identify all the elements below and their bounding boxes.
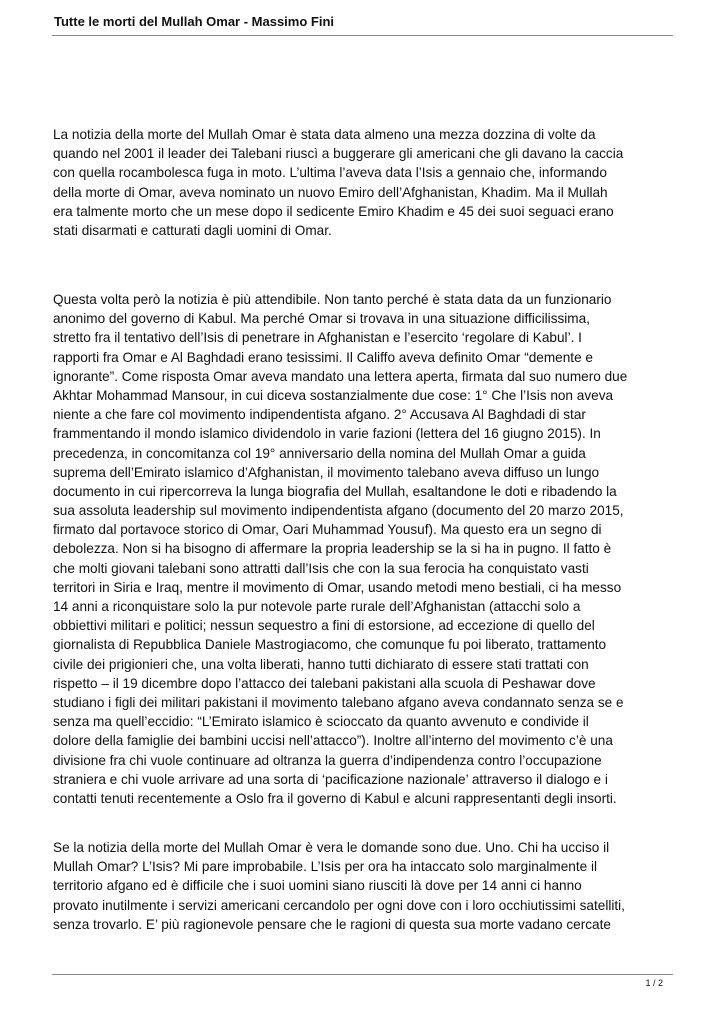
text-line: con quella rocambolesca fuga in moto. L’ultima l’aveva data l’Isis a gennaio che, informando (53, 165, 607, 181)
text-line: studiano i figli dei militari pakistani il movimento talebano afgano aveva condannato senza se e (53, 694, 624, 710)
text-line: documento in cui ripercorreva la lunga biografia del Mullah, esaltandone le doti e ribadendo la (53, 483, 617, 499)
text-line: 14 anni a riconquistare solo la pur notevole parte rurale dell’Afghanistan (attacchi solo a (53, 599, 581, 614)
text-line: quando nel 2001 il leader dei Talebani riuscì a buggerare gli americani che gli davano la caccia (53, 146, 624, 162)
text-line: rispetto – il 19 dicembre dopo l’attacco dei talebani pakistani alla scuola di Peshawar dove (53, 675, 596, 691)
text-line: Akhtar Mohammad Mansour, in cui diceva sostanzialmente due cose: 1° Che l’Isis non aveva (53, 387, 614, 403)
text-line: rapporti fra Omar e Al Baghdadi erano tesissimi. Il Califfo aveva definito Omar “demente e (53, 349, 593, 365)
text-line: Se la notizia della morte del Mullah Omar è vera le domande sono due. Uno. Chi ha ucciso il (53, 840, 610, 855)
paragraph-1 (53, 125, 678, 240)
page-title: Tutte le morti del Mullah Omar - Massimo Fini (54, 14, 335, 29)
text-line: divisione fra chi vuole continuare ad oltranza la guerra d’indipendenza contro l’occupazione (53, 752, 602, 768)
text-line: obbiettivi militari e politici; nessun sequestro a fini di estorsione, ad eccezione di quello del (53, 618, 595, 634)
text-line: frammentando il mondo islamico dividendolo in varie fazioni (lettera del 16 giugno 2015). In (53, 426, 601, 442)
paragraph-2 (53, 290, 678, 808)
text-line: contatti tenuti recentemente a Oslo fra il governo di Kabul e alcuni rappresentanti degli insorti. (53, 790, 617, 806)
text-line: Mullah Omar? L’Isis? Mi pare improbabile. L’Isis per ora ha intaccato solo marginalmente il (53, 859, 598, 875)
text-line: firmato dal portavoce storico di Omar, Oari Muhammad Yousuf). Ma questo era un segno di (53, 522, 602, 538)
header-divider (52, 35, 673, 36)
paragraph-3 (53, 838, 678, 934)
text-line: territori in Siria e Iraq, mentre il movimento di Omar, usando metodi meno bestiali, ci ha messo (53, 579, 622, 595)
text-line: civile dei prigionieri che, una volta liberati, hanno tutti dichiarato di essere stati trattati con (53, 656, 589, 672)
text-line: La notizia della morte del Mullah Omar è stata data almeno una mezza dozzina di volte da (53, 127, 596, 142)
text-line: giornalista di Repubblica Daniele Mastrogiacomo, che comunque fu poi liberato, trattamento (53, 637, 607, 653)
footer-divider (52, 974, 673, 975)
text-line: stretto fra il tentativo dell’Isis di penetrare in Afghanistan e l’esercito ‘regolare di Kabul’. I (53, 330, 582, 346)
text-line: della morte di Omar, aveva nominato un nuovo Emiro dell’Afghanistan, Khadim. Ma il Mullah (53, 184, 608, 200)
text-line: sua assoluta leadership sul movimento indipendentista afgano (documento del 20 marzo 2015, (53, 503, 624, 519)
text-line: senza ma quell’eccidio: “L’Emirato islamico è scioccato da quanto avvenuto e condivide il (53, 714, 589, 730)
text-line: senza trovarlo. E’ più ragionevole pensare che le ragioni di questa sua morte vadano cercate (53, 916, 611, 932)
text-line: suprema dell’Emirato islamico d’Afghanistan, il movimento talebano aveva diffuso un lungo (53, 464, 600, 480)
text-line: stati disarmati e catturati dagli uomini di Omar. (53, 222, 332, 238)
text-line: niente a che fare col movimento indipendentista afgano. 2° Accusava Al Baghdadi di star (53, 407, 586, 423)
text-line: che molti giovani talebani sono attratti dall’Isis che con la sua ferocia ha conquistato vasti (53, 560, 589, 576)
text-line: precedenza, in concomitanza col 19° anniversario della nomina del Mullah Omar a guida (53, 445, 586, 461)
text-line: debolezza. Non si ha bisogno di affermare la propria leadership se la si ha in pugno. Il fatto è (53, 541, 612, 557)
page-number: 1 / 2 (645, 978, 663, 988)
text-line: territorio afgano ed è difficile che i suoi uomini siano riusciti là dove per 14 anni ci hanno (53, 878, 582, 894)
text-line: ignorante”. Come risposta Omar aveva mandato una lettera aperta, firmata dal suo numero due (53, 368, 628, 384)
text-line: era talmente morto che un mese dopo il sedicente Emiro Khadim e 45 dei suoi seguaci erano (53, 203, 614, 219)
text-line: dolore della famiglie dei bambini uccisi nell’attacco”). Inoltre all’interno del movimento c’è una (53, 733, 613, 749)
text-line: straniera e chi vuole arrivare ad una sorta di ‘pacificazione nazionale’ attraverso il dialogo e i (53, 771, 608, 787)
text-line: provato inutilmente i servizi americani cercandolo per ogni dove con i loro occhiutissimi satelliti, (53, 897, 625, 913)
text-line: anonimo del governo di Kabul. Ma perché Omar si trovava in una situazione difficilissima, (53, 311, 590, 327)
text-line: Questa volta però la notizia è più attendibile. Non tanto perché è stata data da un funzionario (53, 292, 612, 307)
